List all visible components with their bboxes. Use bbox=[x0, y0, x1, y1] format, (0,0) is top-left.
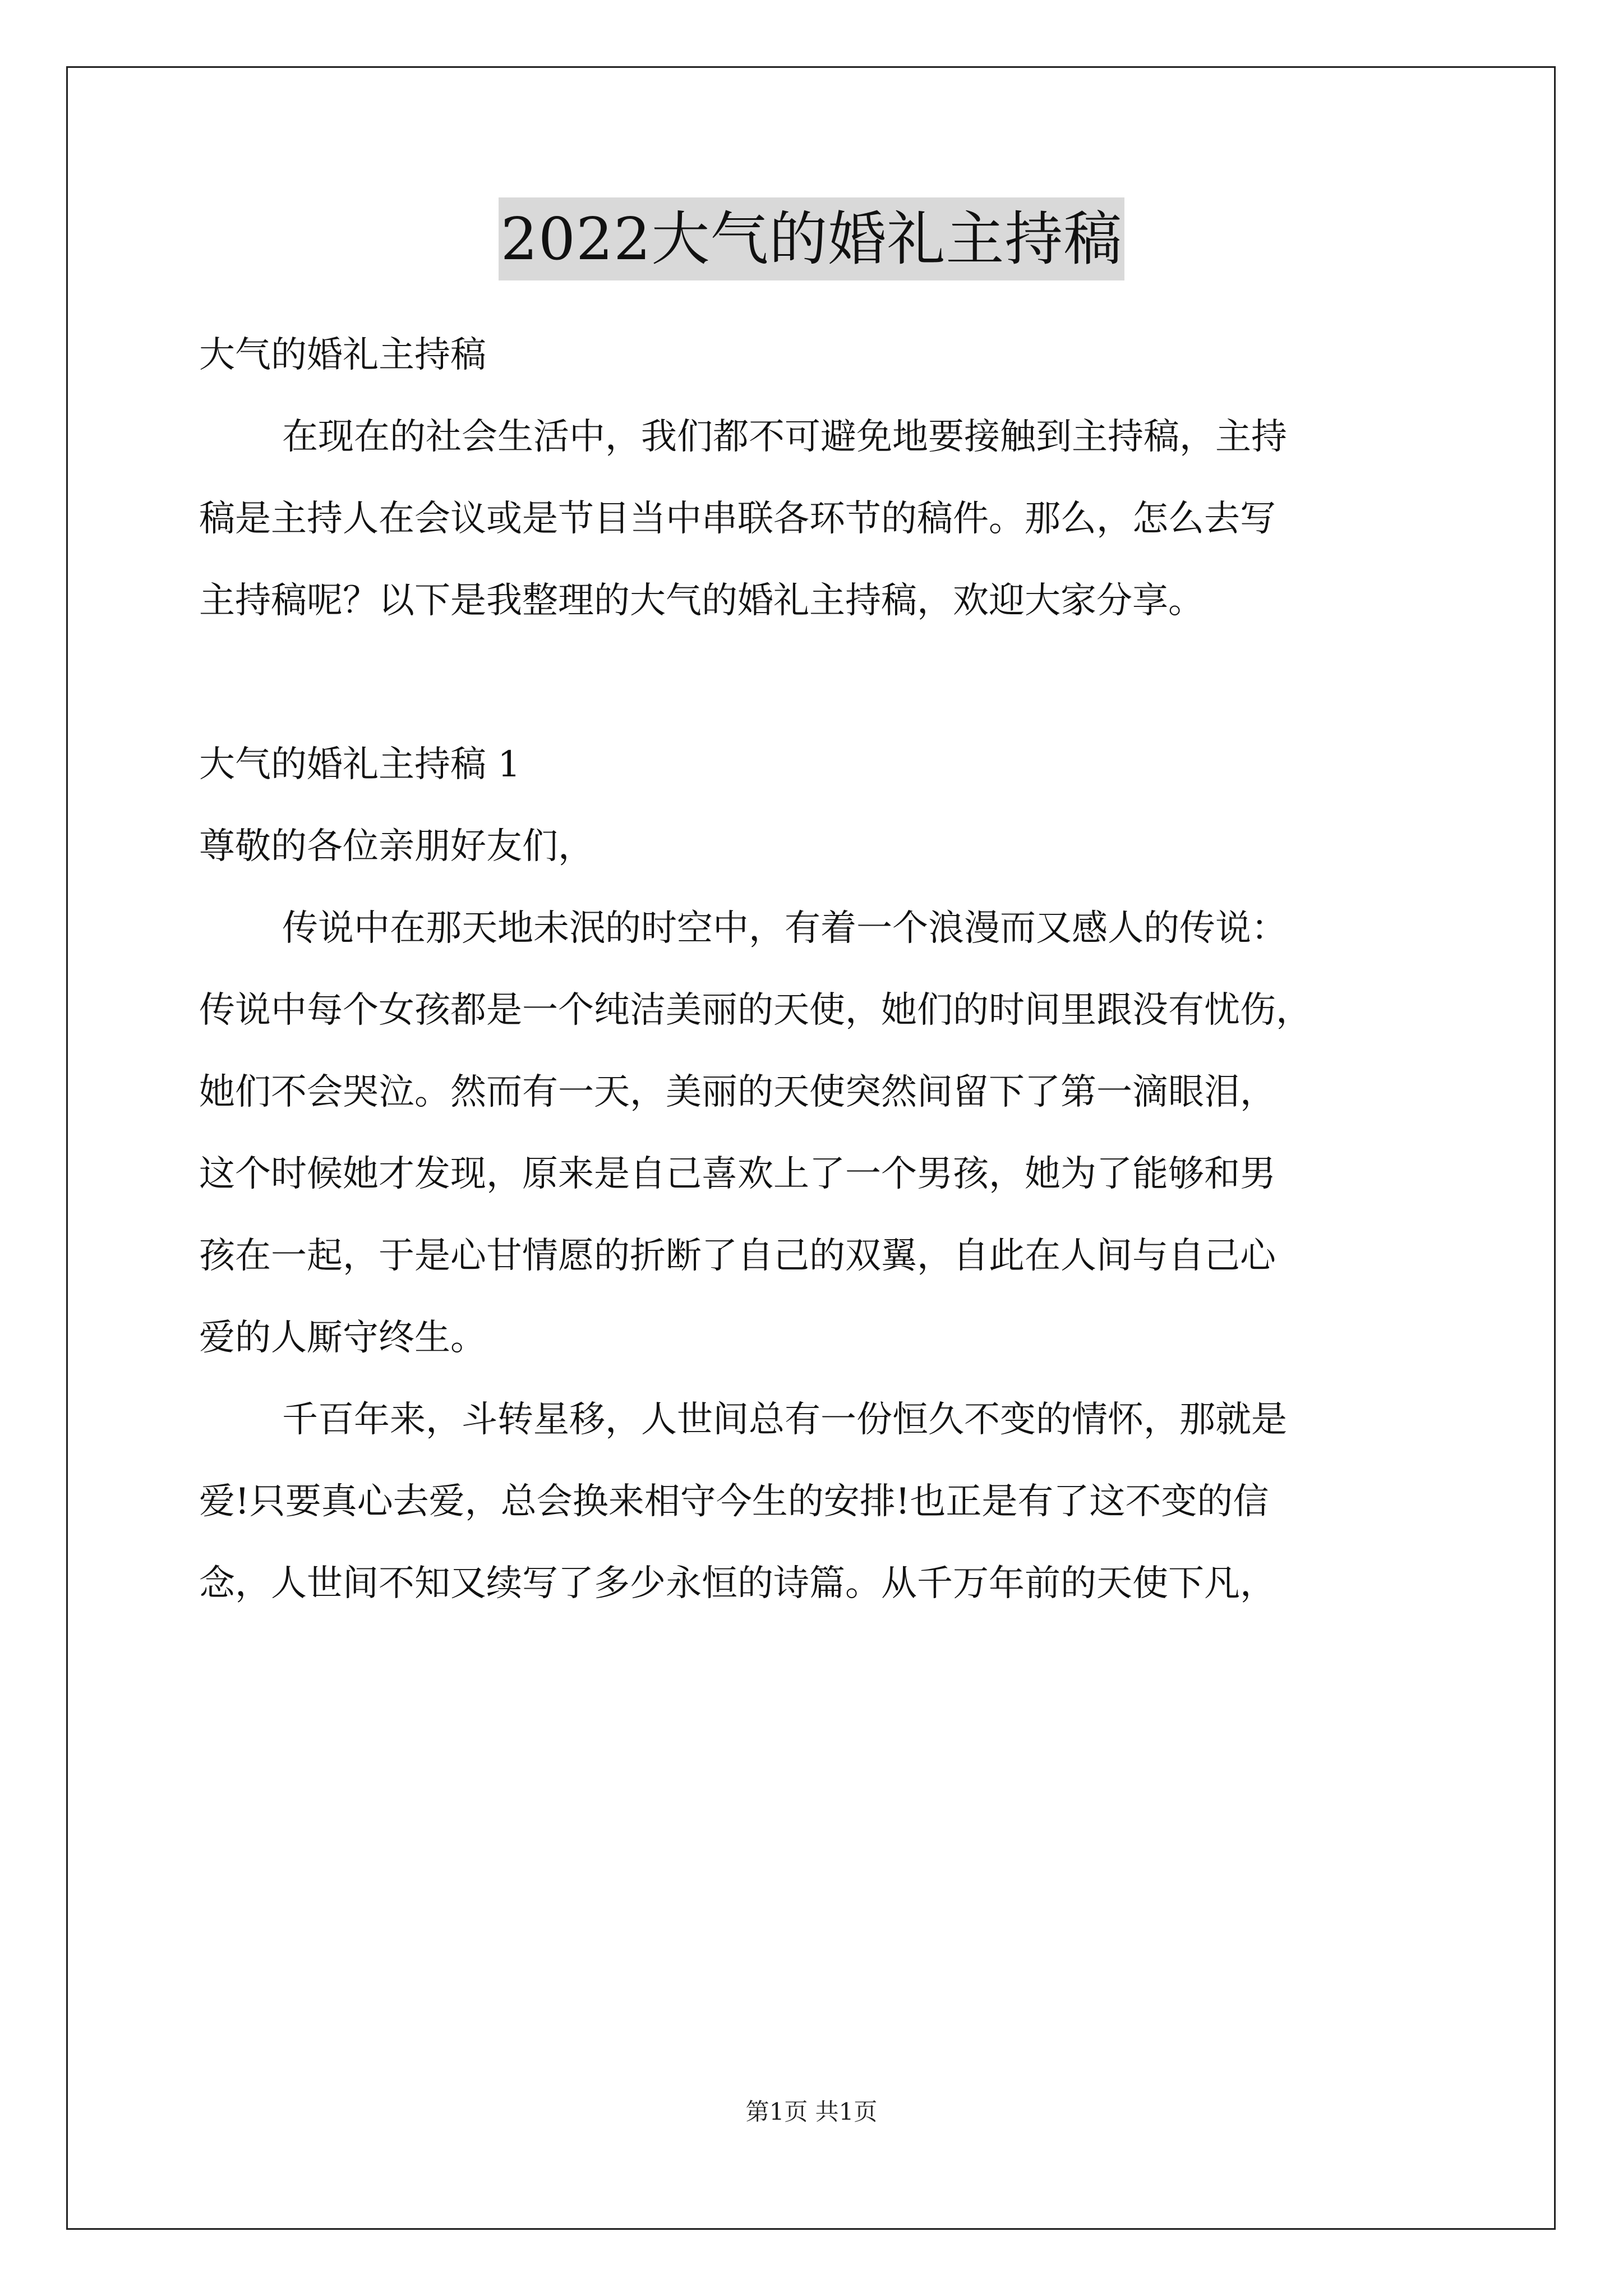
paragraph1-line-2: 传说中每个女孩都是一个纯洁美丽的天使，她们的时间里跟没有忧伤， bbox=[199, 990, 1312, 1031]
paragraph1-line-1: 传说中在那天地未泯的时空中，有着一个浪漫而又感人的传说： bbox=[282, 908, 1287, 949]
document-title: 2022大气的婚礼主持稿 bbox=[499, 197, 1125, 280]
paragraph2-line-2: 爱!只要真心去爱，总会换来相守今生的安排!也正是有了这不变的信 bbox=[199, 1481, 1269, 1522]
paragraph2-line-1: 千百年来，斗转星移，人世间总有一份恒久不变的情怀，那就是 bbox=[282, 1399, 1287, 1441]
title-container bbox=[0, 197, 1623, 280]
subtitle: 大气的婚礼主持稿 bbox=[199, 334, 486, 376]
page-footer: 第1页 共1页 bbox=[745, 2098, 878, 2125]
intro-line-1: 在现在的社会生活中，我们都不可避免地要接触到主持稿，主持 bbox=[282, 416, 1287, 458]
salutation: 尊敬的各位亲朋好友们， bbox=[199, 826, 594, 867]
paragraph2-line-3: 念，人世间不知又续写了多少永恒的诗篇。从千万年前的天使下凡， bbox=[199, 1563, 1276, 1604]
section-heading: 大气的婚礼主持稿 1 bbox=[199, 744, 521, 785]
document-body bbox=[199, 314, 1430, 1625]
intro-line-2: 稿是主持人在会议或是节目当中串联各环节的稿件。那么，怎么去写 bbox=[199, 498, 1276, 540]
paragraph1-line-3: 她们不会哭泣。然而有一天，美丽的天使突然间留下了第一滴眼泪， bbox=[199, 1071, 1276, 1113]
paragraph1-line-5: 孩在一起，于是心甘情愿的折断了自己的双翼，自此在人间与自己心 bbox=[199, 1235, 1276, 1277]
paragraph1-line-6: 爱的人厮守终生。 bbox=[199, 1317, 486, 1359]
intro-line-3: 主持稿呢？以下是我整理的大气的婚礼主持稿，欢迎大家分享。 bbox=[199, 580, 1204, 622]
paragraph1-line-4: 这个时候她才发现，原来是自己喜欢上了一个男孩，她为了能够和男 bbox=[199, 1153, 1276, 1195]
blank-line bbox=[199, 642, 1430, 724]
